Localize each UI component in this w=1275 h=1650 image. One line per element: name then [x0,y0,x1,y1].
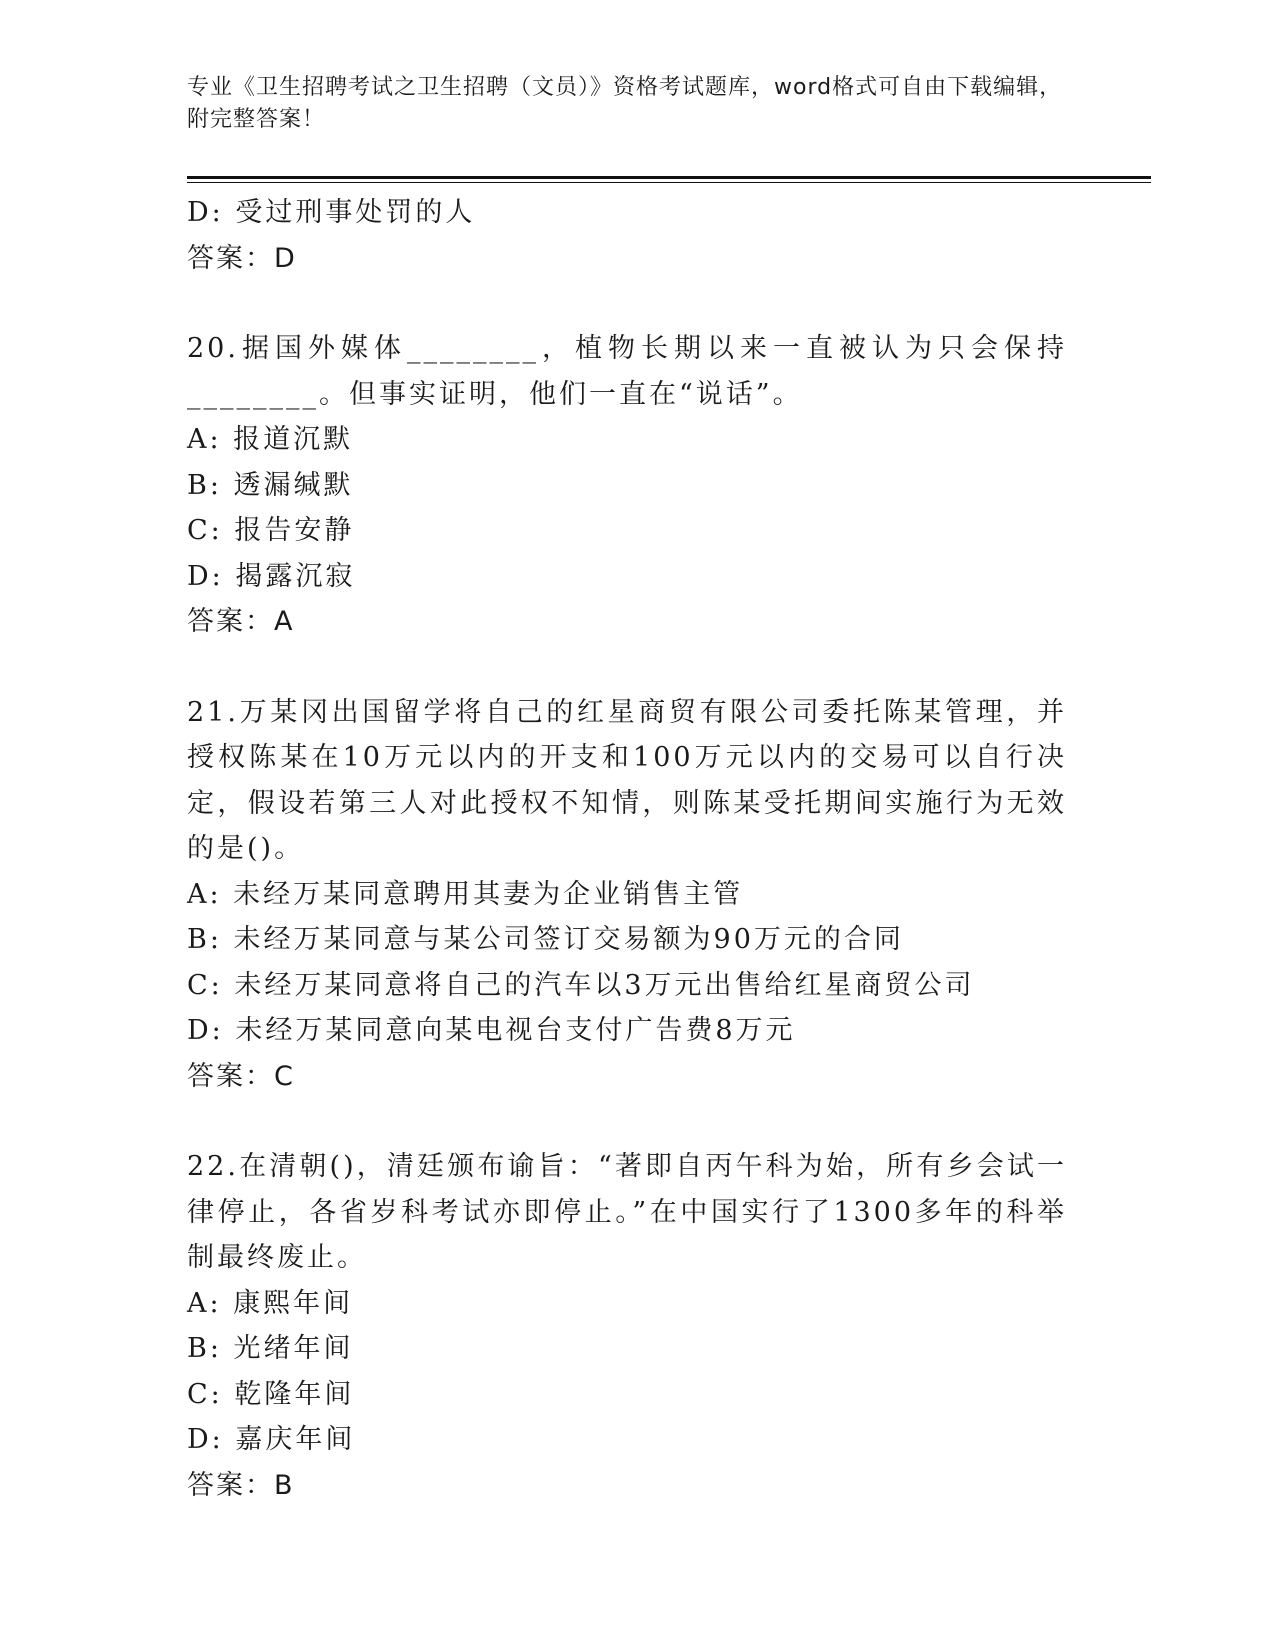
option-a: A: 报道沉默 [187,424,354,455]
answer-line: 答案：A [187,606,295,637]
option-a: A: 康熙年间 [187,1287,354,1319]
header-divider-thick [187,176,1151,179]
option-b: B: 未经万某同意与某公司签订交易额为90万元的合同 [187,924,904,955]
option-a: A: 未经万某同意聘用其妻为企业销售主管 [187,878,744,910]
question-block [187,690,1067,1100]
option-d: D: 未经万某同意向某电视台支付广告费8万元 [187,1015,796,1046]
option-b: B: 透漏缄默 [187,469,354,501]
answer-line: 答案：D [187,242,297,274]
option-d: D: 嘉庆年间 [187,1424,356,1455]
answer-line: 答案：C [187,1060,295,1092]
document-header: 专业《卫生招聘考试之卫生招聘（文员）》资格考试题库，word格式可自由下载编辑，附完整答案！ [187,75,1063,132]
option-c: C: 报告安静 [187,515,355,546]
question-block [187,1144,1067,1508]
option-c: C: 未经万某同意将自己的汽车以3万元出售给红星商贸公司 [187,969,975,1001]
answer-line: 答案：B [187,1469,295,1501]
option-b: B: 光绪年间 [187,1333,354,1364]
question-stem: 20.据国外媒体________，植物长期以来一直被认为只会保持________。但事实证明，他们一直在“说话”。 [187,333,1067,410]
header-divider-thin [187,182,1151,183]
question-body [187,190,1067,1508]
option-c: C: 乾隆年间 [187,1378,355,1410]
question-block [187,326,1067,645]
option-d: D: 揭露沉寂 [187,560,356,592]
question-stem: 22.在清朝()，清廷颁布谕旨：“著即自丙午科为始，所有乡会试一律停止，各省岁科考试亦即停止。”在中国实行了1300多年的科举制最终废止。 [187,1151,1067,1273]
question-stem: 21.万某冈出国留学将自己的红星商贸有限公司委托陈某管理，并授权陈某在10万元以内的开支和100万元以内的交易可以自行决定，假设若第三人对此授权不知情，则陈某受托期间实施行为无效的是()。 [187,696,1067,864]
option-d: D: 受过刑事处罚的人 [187,197,476,228]
